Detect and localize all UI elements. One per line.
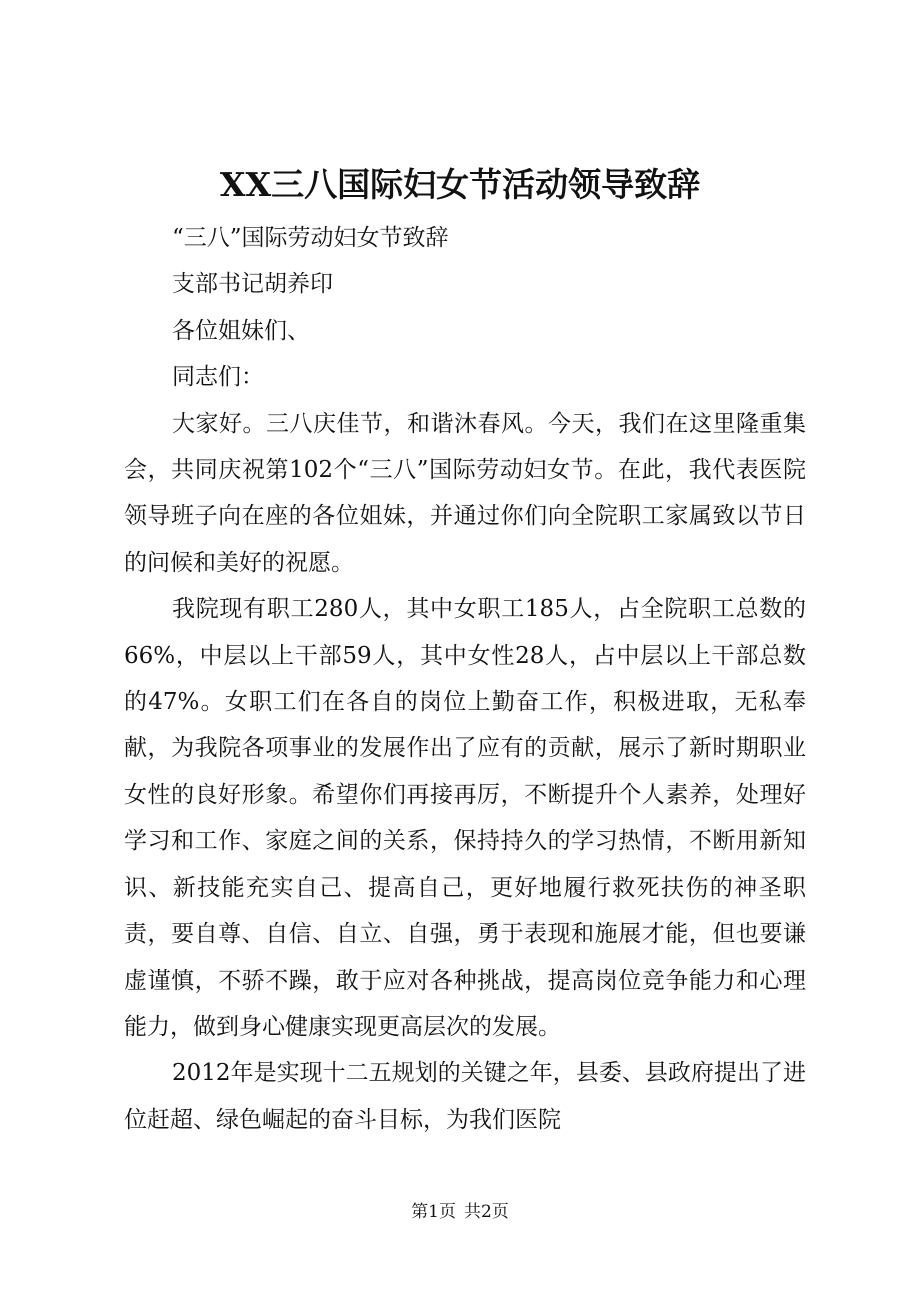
paragraph-1: 大家好。三八庆佳节，和谐沐春风。今天，我们在这里隆重集会，共同庆祝第102个“三八”国际劳动妇女节。在此，我代表医院领导班子向在座的各位姐妹，并通过你们向全院职工家属致以节日的问候和美好的祝愿。 <box>124 410 806 576</box>
subtitle-line: “三八”国际劳动妇女节致辞 <box>172 225 449 251</box>
author-line: 支部书记胡养印 <box>172 271 333 298</box>
page-footer <box>0 1200 920 1224</box>
document-body <box>124 215 806 1143</box>
paragraph-3: 2012年是实现十二五规划的关键之年，县委、县政府提出了进位赶超、绿色崛起的奋斗目标，为我们医院 <box>124 1060 806 1133</box>
document-title: XX三八国际妇女节活动领导致辞 <box>219 165 701 204</box>
page-total: 共2页 <box>464 1202 509 1222</box>
page-number: 第1页 <box>411 1202 456 1222</box>
salutation-line-1: 各位姐妹们、 <box>172 317 310 344</box>
paragraph-2: 我院现有职工280人，其中女职工185人，占全院职工总数的66%，中层以上干部59人，其中女性28人，占中层以上干部总数的47%。女职工们在各自的岗位上勤奋工作，积极进取，无私奉献，为我院各项事业的发展作出了应有的贡献，展示了新时期职业女性的良好形象。希望你们再接再厉，不断提升个人素养，处理好学习和工作、家庭之间的关系，保持持久的学习热情，不断用新知识、新技能充实自己、提高自己，更好地履行救死扶伤的神圣职责，要自尊、自信、自立、自强，勇于表现和施展才能，但也要谦虚谨慎，不骄不躁，敢于应对各种挑战，提高岗位竞争能力和心理能力，做到身心健康实现更高层次的发展。 <box>124 596 806 1040</box>
salutation-line-2: 同志们： <box>172 364 264 391</box>
